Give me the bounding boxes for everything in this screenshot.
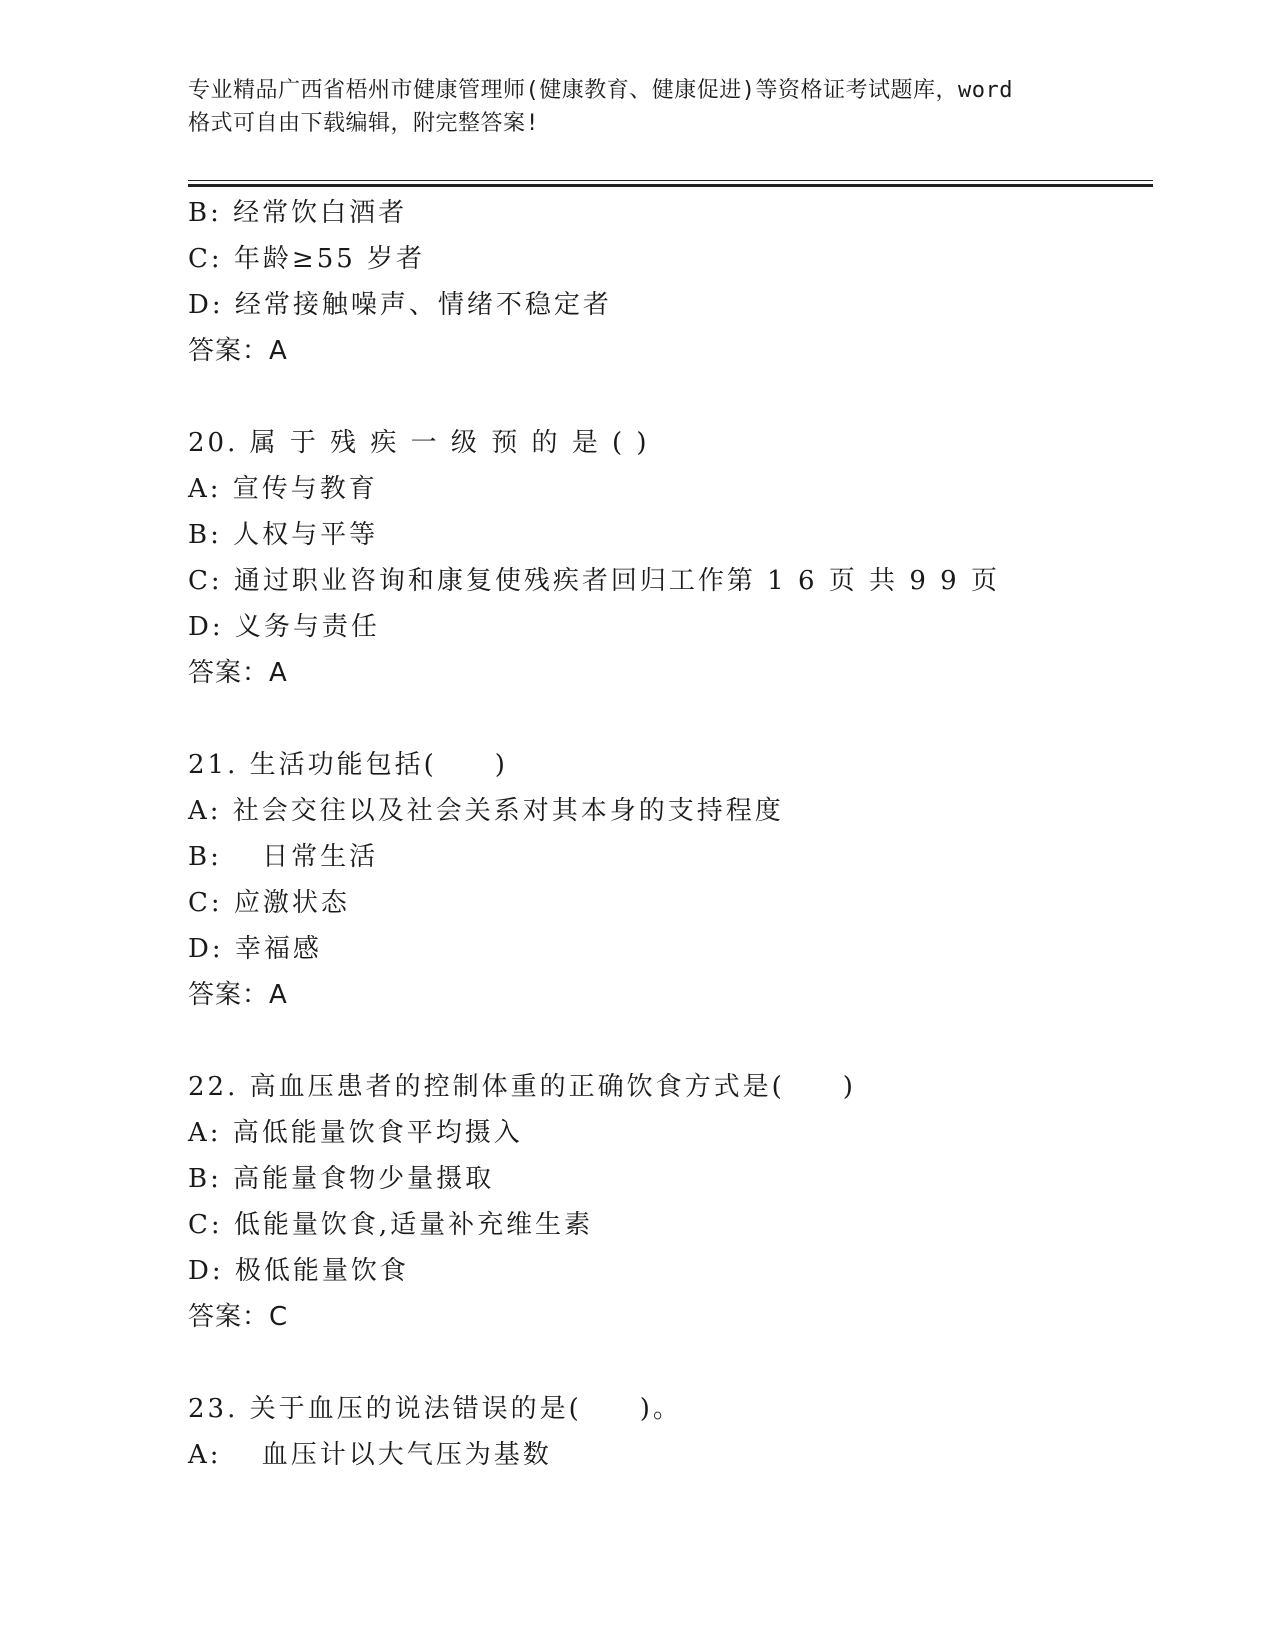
option-b: B: 高能量食物少量摄取 — [188, 1164, 495, 1194]
spacer — [188, 1340, 1148, 1386]
question-20 — [188, 420, 1148, 696]
question-text: 23. 关于血压的说法错误的是( )。 — [188, 1394, 682, 1424]
answer: 答案：A — [188, 980, 288, 1010]
option-d: D: 极低能量饮食 — [188, 1256, 409, 1286]
answer: 答案：A — [188, 336, 288, 366]
option-b: B: 经常饮白酒者 — [188, 198, 408, 228]
option-d: D: 幸福感 — [188, 934, 322, 964]
option-b: B: 日常生活 — [188, 842, 379, 872]
question-22 — [188, 1064, 1148, 1340]
question-19 — [188, 190, 1148, 374]
question-text: 22. 高血压患者的控制体重的正确饮食方式是( ) — [188, 1072, 856, 1102]
option-a: A: 社会交往以及社会关系对其本身的支持程度 — [188, 796, 784, 826]
option-a: A: 血压计以大气压为基数 — [188, 1440, 552, 1470]
option-c: C: 通过职业咨询和康复使残疾者回归工作第 1 6 页 共 9 9 页 — [188, 566, 1000, 596]
option-c: C: 应激状态 — [188, 888, 350, 918]
question-21 — [188, 742, 1148, 1018]
question-text: 21. 生活功能包括( ) — [188, 750, 508, 780]
question-23 — [188, 1386, 1148, 1478]
option-b: B: 人权与平等 — [188, 520, 379, 550]
question-list — [188, 190, 1148, 1478]
option-c: C: 年龄≥55 岁者 — [188, 244, 426, 274]
spacer — [188, 1018, 1148, 1064]
answer: 答案：A — [188, 658, 288, 688]
option-d: D: 经常接触噪声、情绪不稳定者 — [188, 290, 612, 320]
answer: 答案：C — [188, 1302, 289, 1332]
header-divider-thin — [188, 180, 1153, 181]
question-text: 20. 属 于 残 疾 一 级 预 的 是 ( ) — [188, 428, 650, 458]
option-c: C: 低能量饮食,适量补充维生素 — [188, 1210, 594, 1240]
option-a: A: 高低能量饮食平均摄入 — [188, 1118, 523, 1148]
spacer — [188, 696, 1148, 742]
option-d: D: 义务与责任 — [188, 612, 380, 642]
page-header — [188, 74, 1088, 140]
option-a: A: 宣传与教育 — [188, 474, 378, 504]
header-line-2: 格式可自由下载编辑，附完整答案! — [188, 111, 540, 136]
spacer — [188, 374, 1148, 420]
header-divider-thick — [188, 184, 1153, 187]
header-line-1: 专业精品广西省梧州市健康管理师(健康教育、健康促进)等资格证考试题库，word — [188, 78, 1013, 103]
